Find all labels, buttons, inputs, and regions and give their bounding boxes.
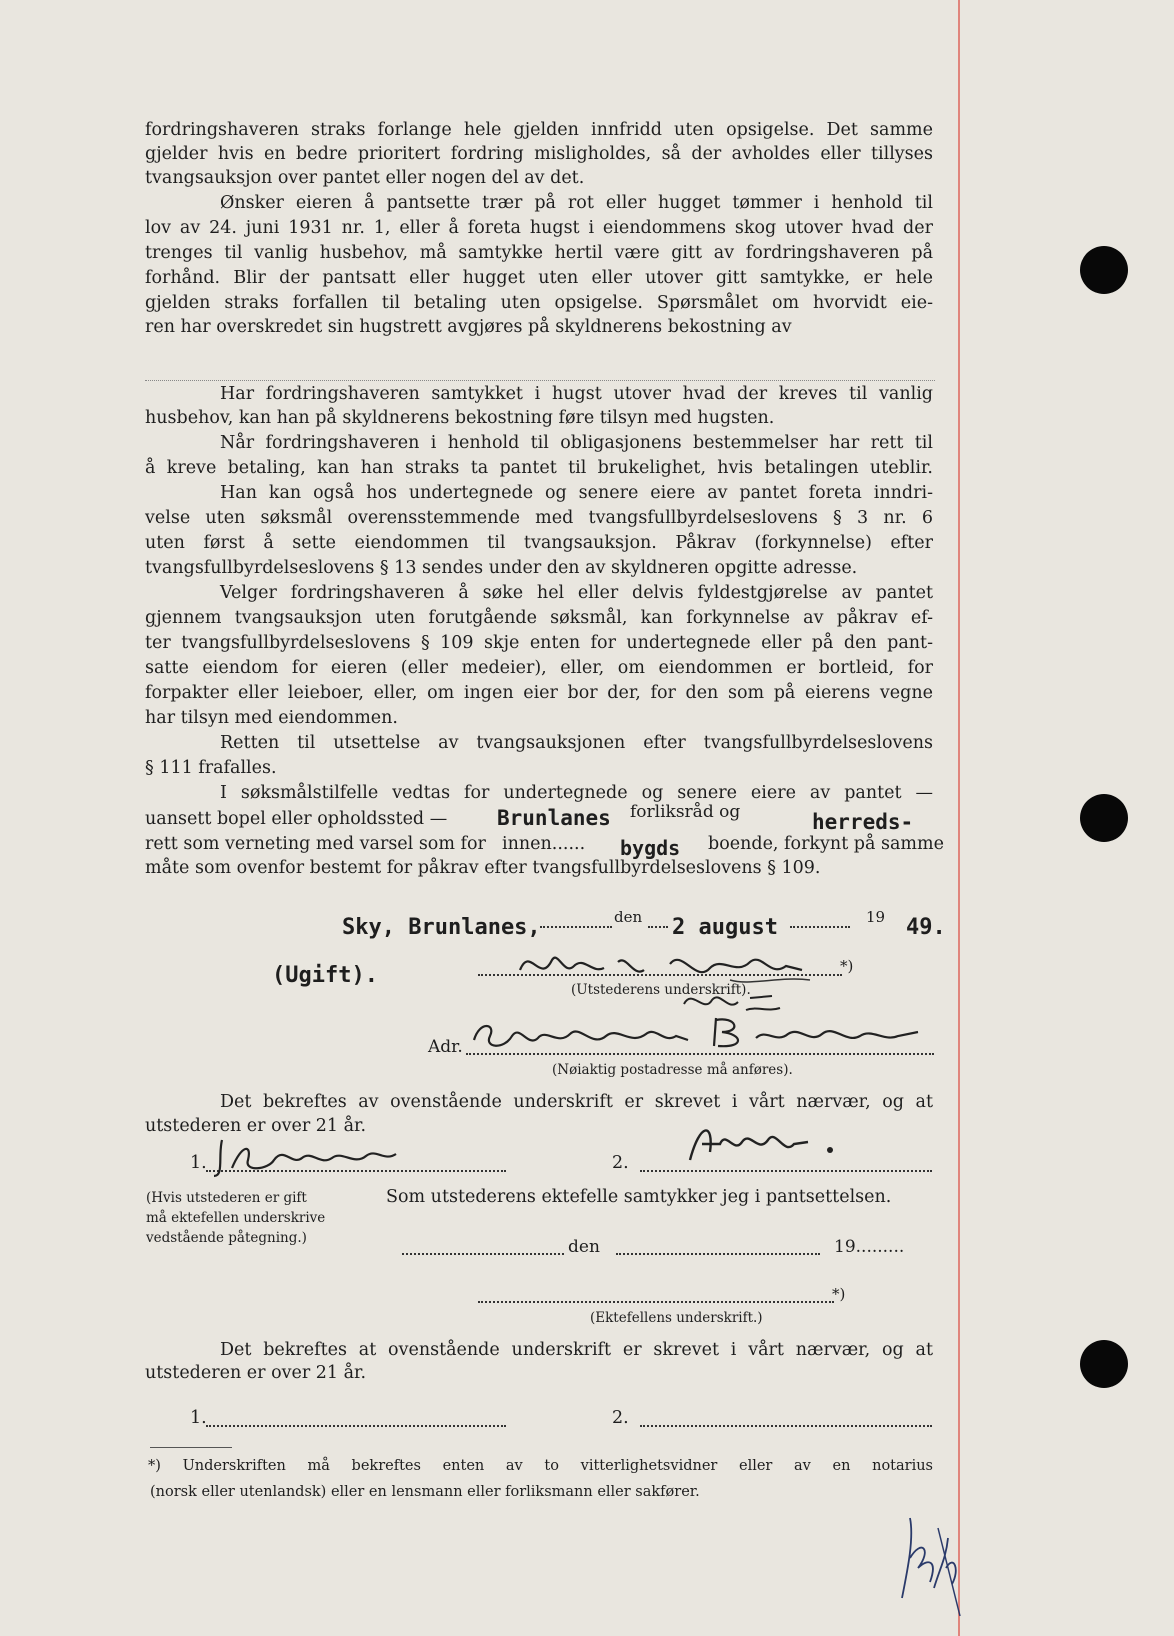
text-line: gjennem tvangsauksjon uten forutgående søksmål, kan forkynnelse av påkrav ef- <box>145 608 933 628</box>
text-line: tvangsfullbyrdelseslovens § 13 sendes under den av skyldneren opgitte adresse. <box>145 558 858 578</box>
spouse-place-dots <box>402 1253 564 1255</box>
text-line: gjelden straks forfallen til betaling uten opsigelse. Spørsmålet om hvorvidt eie- <box>145 293 933 313</box>
spouse-note-line: vedstående påtegning.) <box>146 1230 307 1246</box>
text-line: ter tvangsfullbyrdelseslovens § 109 skje enten for undertegnede eller på den pant- <box>145 633 933 653</box>
text-line: forhånd. Blir der pantsatt eller hugget uten eller utover gitt samtykke, er hele <box>145 268 933 288</box>
text-line: Ønsker eieren å pantsette trær på rot eller hugget tømmer i henhold til <box>220 193 933 213</box>
text-line: lov av 24. juni 1931 nr. 1, eller å foreta hugst i eiendommens skog utover hvad der <box>145 218 933 238</box>
venue-innen: innen...... <box>502 834 586 854</box>
spouse-year: 19......... <box>834 1237 905 1257</box>
text-line: forpakter eller leieboer, eller, om ingen eier bor der, for den som på eierens vegne <box>145 683 933 703</box>
spouse-signature-dots <box>478 1301 834 1303</box>
text-line: Retten til utsettelse av tvangsauksjonen efter tvangsfullbyrdelseslovens <box>220 733 933 753</box>
footnote-line: *) Underskriften må bekreftes enten av to vitterlighetsvidner eller av en notarius <box>148 1458 933 1474</box>
text-line: gjelder hvis en bedre prioritert fordring misligholdes, så der avholdes eller tillyses <box>145 144 933 164</box>
text-line: ren har overskredet sin hugstrett avgjøres på skyldnerens bekostning av <box>145 317 792 337</box>
venue-line-1: uansett bopel eller opholdssted — <box>145 809 448 829</box>
spouse-den-label: den <box>568 1237 600 1257</box>
punch-hole-middle <box>1080 794 1128 842</box>
venue-boende: boende, forkynt på samme <box>708 834 944 854</box>
punch-hole-top <box>1080 246 1128 294</box>
forliksrad-label: forliksråd og <box>630 802 741 822</box>
text-line: har tilsyn med eiendommen. <box>145 708 398 728</box>
venue-line-3: måte som ovenfor bestemt for påkrav efter tvangsfullbyrdelseslovens § 109. <box>145 858 821 878</box>
text-line: husbehov, kan han på skyldnerens bekostning føre tilsyn med hugsten. <box>145 408 775 428</box>
footnote-rule <box>150 1447 232 1448</box>
typed-place: Sky, Brunlanes, <box>342 915 541 940</box>
text-line: velse uten søksmål overensstemmende med tvangsfullbyrdelseslovens § 3 nr. 6 <box>145 508 933 528</box>
text-line: satte eiendom for eieren (eller medeier), eller, om eiendommen er bortleid, for <box>145 658 933 678</box>
typed-status: (Ugift). <box>272 963 378 988</box>
place-dots <box>540 926 612 928</box>
year-prefix: 19 <box>866 908 886 926</box>
spouse-date-dots <box>616 1253 820 1255</box>
typed-bygds: bygds <box>620 836 681 860</box>
text-line: § 111 frafalles. <box>145 758 277 778</box>
spouse-signature-label: (Ektefellens underskrift.) <box>590 1310 763 1326</box>
address-label: Adr. <box>428 1037 463 1057</box>
typed-date: 2 august <box>672 915 778 940</box>
margin-rule <box>958 0 960 1636</box>
witness-text: utstederen er over 21 år. <box>145 1116 367 1136</box>
witness-1-label: 1. <box>190 1153 207 1173</box>
text-line: trenges til vanlig husbehov, må samtykke hertil være gitt av fordringshaveren på <box>145 243 933 263</box>
witness-1-signature-image <box>208 1132 418 1180</box>
text-line: fordringshaveren straks forlange hele gjelden innfridd uten opsigelse. Det samme <box>145 120 933 140</box>
text-line: Velger fordringshaveren å søke hel eller delvis fyldestgjørelse av pantet <box>220 583 933 603</box>
signature-star: *) <box>840 957 854 975</box>
typed-year: 49. <box>906 915 946 940</box>
date-dots-b <box>790 926 850 928</box>
text-line: Når fordringshaveren i henhold til obligasjonens bestemmelser har rett til <box>220 433 933 453</box>
spouse-consent-text: Som utstederens ektefelle samtykker jeg i pantsettelsen. <box>386 1187 892 1207</box>
text-line: I søksmålstilfelle vedtas for undertegnede og senere eiere av pantet — <box>220 783 933 803</box>
punch-hole-bottom <box>1080 1340 1128 1388</box>
spouse-note-line: må ektefellen underskrive <box>146 1210 326 1226</box>
venue-line-2: rett som verneting med varsel som for <box>145 834 486 854</box>
footnote-line: (norsk eller utenlandsk) eller en lensmann eller forliksmann eller sakfører. <box>150 1484 700 1500</box>
handwritten-initials-image <box>888 1498 968 1618</box>
postal-address-label: (Nøiaktig postadresse må anføres). <box>552 1062 793 1078</box>
den-label: den <box>614 908 643 926</box>
text-line: uten først å sette eiendommen til tvangsauksjon. Påkrav (forkynnelse) efter <box>145 533 933 553</box>
witness-2-label-2: 2. <box>612 1408 629 1428</box>
witness-text: Det bekreftes av ovenstående underskrift er skrevet i vårt nærvær, og at <box>220 1092 933 1112</box>
witness-2-signature-image <box>680 1116 850 1172</box>
issuer-signature-label: (Utstederens underskrift). <box>571 982 751 998</box>
witness-2-dots-2 <box>640 1425 932 1427</box>
witness-text-2: Det bekreftes at ovenstående underskrift er skrevet i vårt nærvær, og at <box>220 1340 933 1360</box>
text-line: Han kan også hos undertegnede og senere eiere av pantet foreta inndri- <box>220 483 933 503</box>
witness-2-label: 2. <box>612 1153 629 1173</box>
spouse-signature-star: *) <box>832 1285 846 1303</box>
typed-brunlanes: Brunlanes <box>497 806 611 830</box>
text-line: å kreve betaling, kan han straks ta pantet til brukelighet, hvis betalingen uteblir. <box>145 458 933 478</box>
text-line: Har fordringshaveren samtykket i hugst utover hvad der kreves til vanlig <box>220 384 933 404</box>
witness-text-2: utstederen er over 21 år. <box>145 1363 367 1383</box>
witness-1-label-2: 1. <box>190 1408 207 1428</box>
typed-herreds: herreds- <box>812 810 914 834</box>
spouse-note-line: (Hvis utstederen er gift <box>146 1190 307 1206</box>
text-line: tvangsauksjon over pantet eller nogen del av det. <box>145 168 585 188</box>
date-dots-a <box>648 926 668 928</box>
address-handwriting-image <box>466 1010 936 1056</box>
dotted-separator <box>145 380 935 381</box>
witness-1-dots-2 <box>206 1425 506 1427</box>
